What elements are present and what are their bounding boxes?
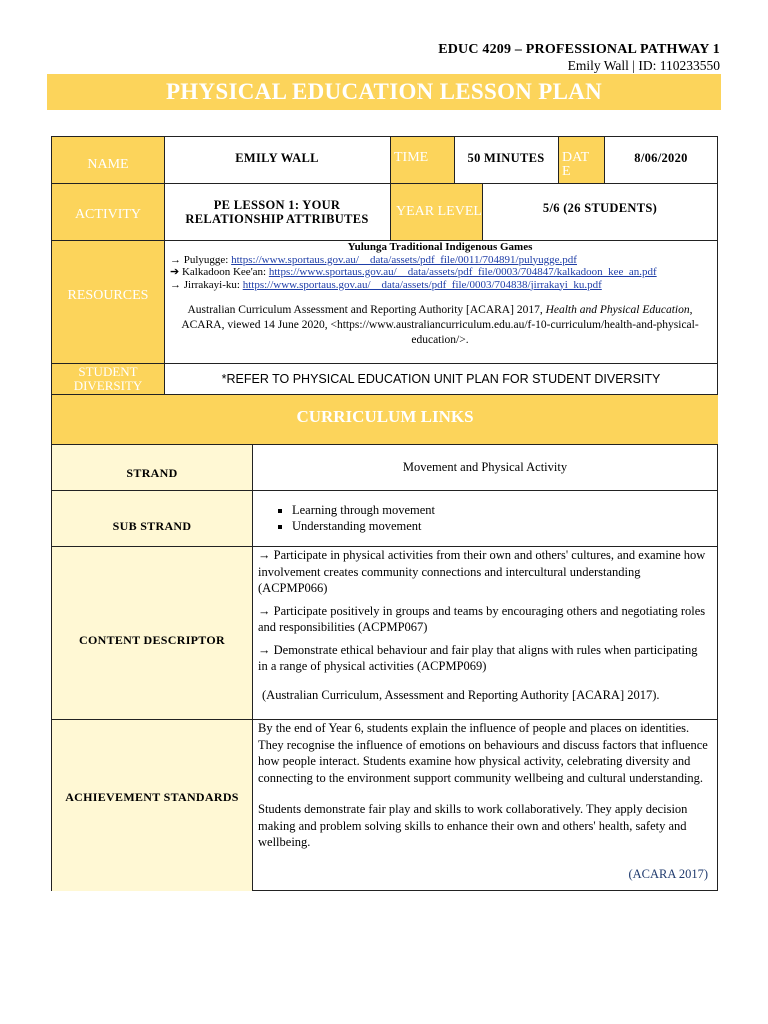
resources-cell [164, 240, 718, 363]
game-pdf-link[interactable]: https://www.sportaus.gov.au/__data/assets/pdf_file/0003/704838/jirrakayi_ku.pdf [242, 278, 602, 291]
strand-label: STRAND [52, 444, 252, 490]
time-label: TIME [390, 137, 454, 183]
date-label: DAT E [558, 137, 604, 183]
citation-rest: , ACARA, viewed 14 June 2020, <https://www.australiancurriculum.edu.au/f-10-curriculum/health-and-physical-education/>. [181, 304, 699, 346]
content-descriptor-item: → Participate in physical activities from their own and others' cultures, and examine how involvement creates community connections and intercultural understanding (ACPMP066) [258, 548, 706, 595]
activity-value: PE LESSON 1: YOUR RELATIONSHIP ATTRIBUTES [185, 197, 369, 226]
content-descriptor-item: → Demonstrate ethical behaviour and fair play that aligns with rules when participating in a range of physical activities (ACPMP069) [258, 642, 698, 673]
game-pdf-link[interactable]: https://www.sportaus.gov.au/__data/assets/pdf_file/0011/704891/pulyugge.pdf [231, 253, 577, 266]
game-name: Kalkadoon Kee'an: [181, 266, 269, 278]
game-name: Jirrakayi-ku: [183, 278, 243, 291]
content-descriptor-label: CONTENT DESCRIPTOR [52, 546, 252, 719]
game-name: Pulyugge: [183, 253, 232, 266]
resources-label: RESOURCES [52, 240, 164, 363]
author-id: Emily Wall | ID: 110233550 [567, 58, 720, 73]
sub-strand-list [252, 502, 718, 534]
achievement-standards-label: ACHIEVEMENT STANDARDS [52, 719, 252, 891]
sub-strand-item: ▪ Learning through movement [292, 502, 718, 518]
game-resource-item [170, 279, 710, 292]
curriculum-links-heading: CURRICULUM LINKS [52, 394, 718, 444]
achievement-paragraph: Students demonstrate fair play and skills to work collaboratively. They apply decision making and problem solving skills to enhance their own and others' health, safety and wellbeing. [258, 802, 688, 849]
game-resource-item [170, 266, 710, 279]
sub-strand-cell [252, 490, 718, 546]
course-title: EDUC 4209 – PROFESSIONAL PATHWAY 1 [438, 42, 720, 57]
game-pdf-link[interactable]: https://www.sportaus.gov.au/__data/assets/pdf_file/0003/704847/kalkadoon_kee_an.pdf [268, 266, 657, 278]
student-diversity-value: *REFER TO PHYSICAL EDUCATION UNIT PLAN FOR STUDENT DIVERSITY [221, 371, 661, 386]
arrow-icon: ➔ [170, 266, 182, 278]
games-list [170, 254, 710, 292]
lesson-plan-table [51, 136, 718, 891]
lesson-plan-banner: PHYSICAL EDUCATION LESSON PLAN [47, 74, 721, 110]
time-value: 50 MINUTES [467, 151, 545, 165]
achievement-standards-cell [252, 719, 718, 891]
year-level-value: 5/6 (26 STUDENTS) [542, 201, 658, 215]
game-resource-item [170, 254, 710, 267]
sub-strand-item: ▪ Understanding movement [292, 518, 718, 534]
achievement-citation: (ACARA 2017) [628, 866, 708, 881]
arrow-icon: → [170, 278, 184, 291]
content-descriptor-cell [252, 546, 718, 719]
sub-strand-label: SUB STRAND [52, 490, 252, 546]
resources-heading: Yulunga Traditional Indigenous Games [347, 241, 533, 253]
year-level-label: YEAR LEVEL [390, 183, 482, 240]
resources-citation [170, 303, 710, 348]
date-value: 8/06/2020 [634, 150, 688, 165]
content-descriptor-list [258, 547, 710, 675]
content-citation: (Australian Curriculum, Assessment and Reporting Authority [ACARA] 2017). [262, 687, 660, 702]
content-descriptor-item: → Participate positively in groups and teams by encouraging others and negotiating roles and responsibilities (ACPMP067) [258, 603, 706, 634]
student-diversity-label: STUDENT DIVERSITY [52, 363, 164, 394]
activity-label: ACTIVITY [52, 183, 164, 240]
name-label: NAME [52, 137, 164, 183]
achievement-paragraph: By the end of Year 6, students explain the influence of people and places on identities. They recognise the influence of emotions on behaviours and discuss factors that influence how people interact. Students examine how physical activity, celebrating diversity and connecting to the environment support community wellbeing and cultural understanding. [258, 721, 708, 785]
citation-text: Australian Curriculum Assessment and Reporting Authority [ACARA] 2017, [187, 304, 546, 316]
name-value: EMILY WALL [235, 150, 319, 165]
strand-value: Movement and Physical Activity [402, 460, 568, 474]
citation-title: Health and Physical Education [545, 304, 690, 316]
achievement-paragraphs [258, 720, 710, 851]
arrow-icon: → [170, 253, 184, 266]
